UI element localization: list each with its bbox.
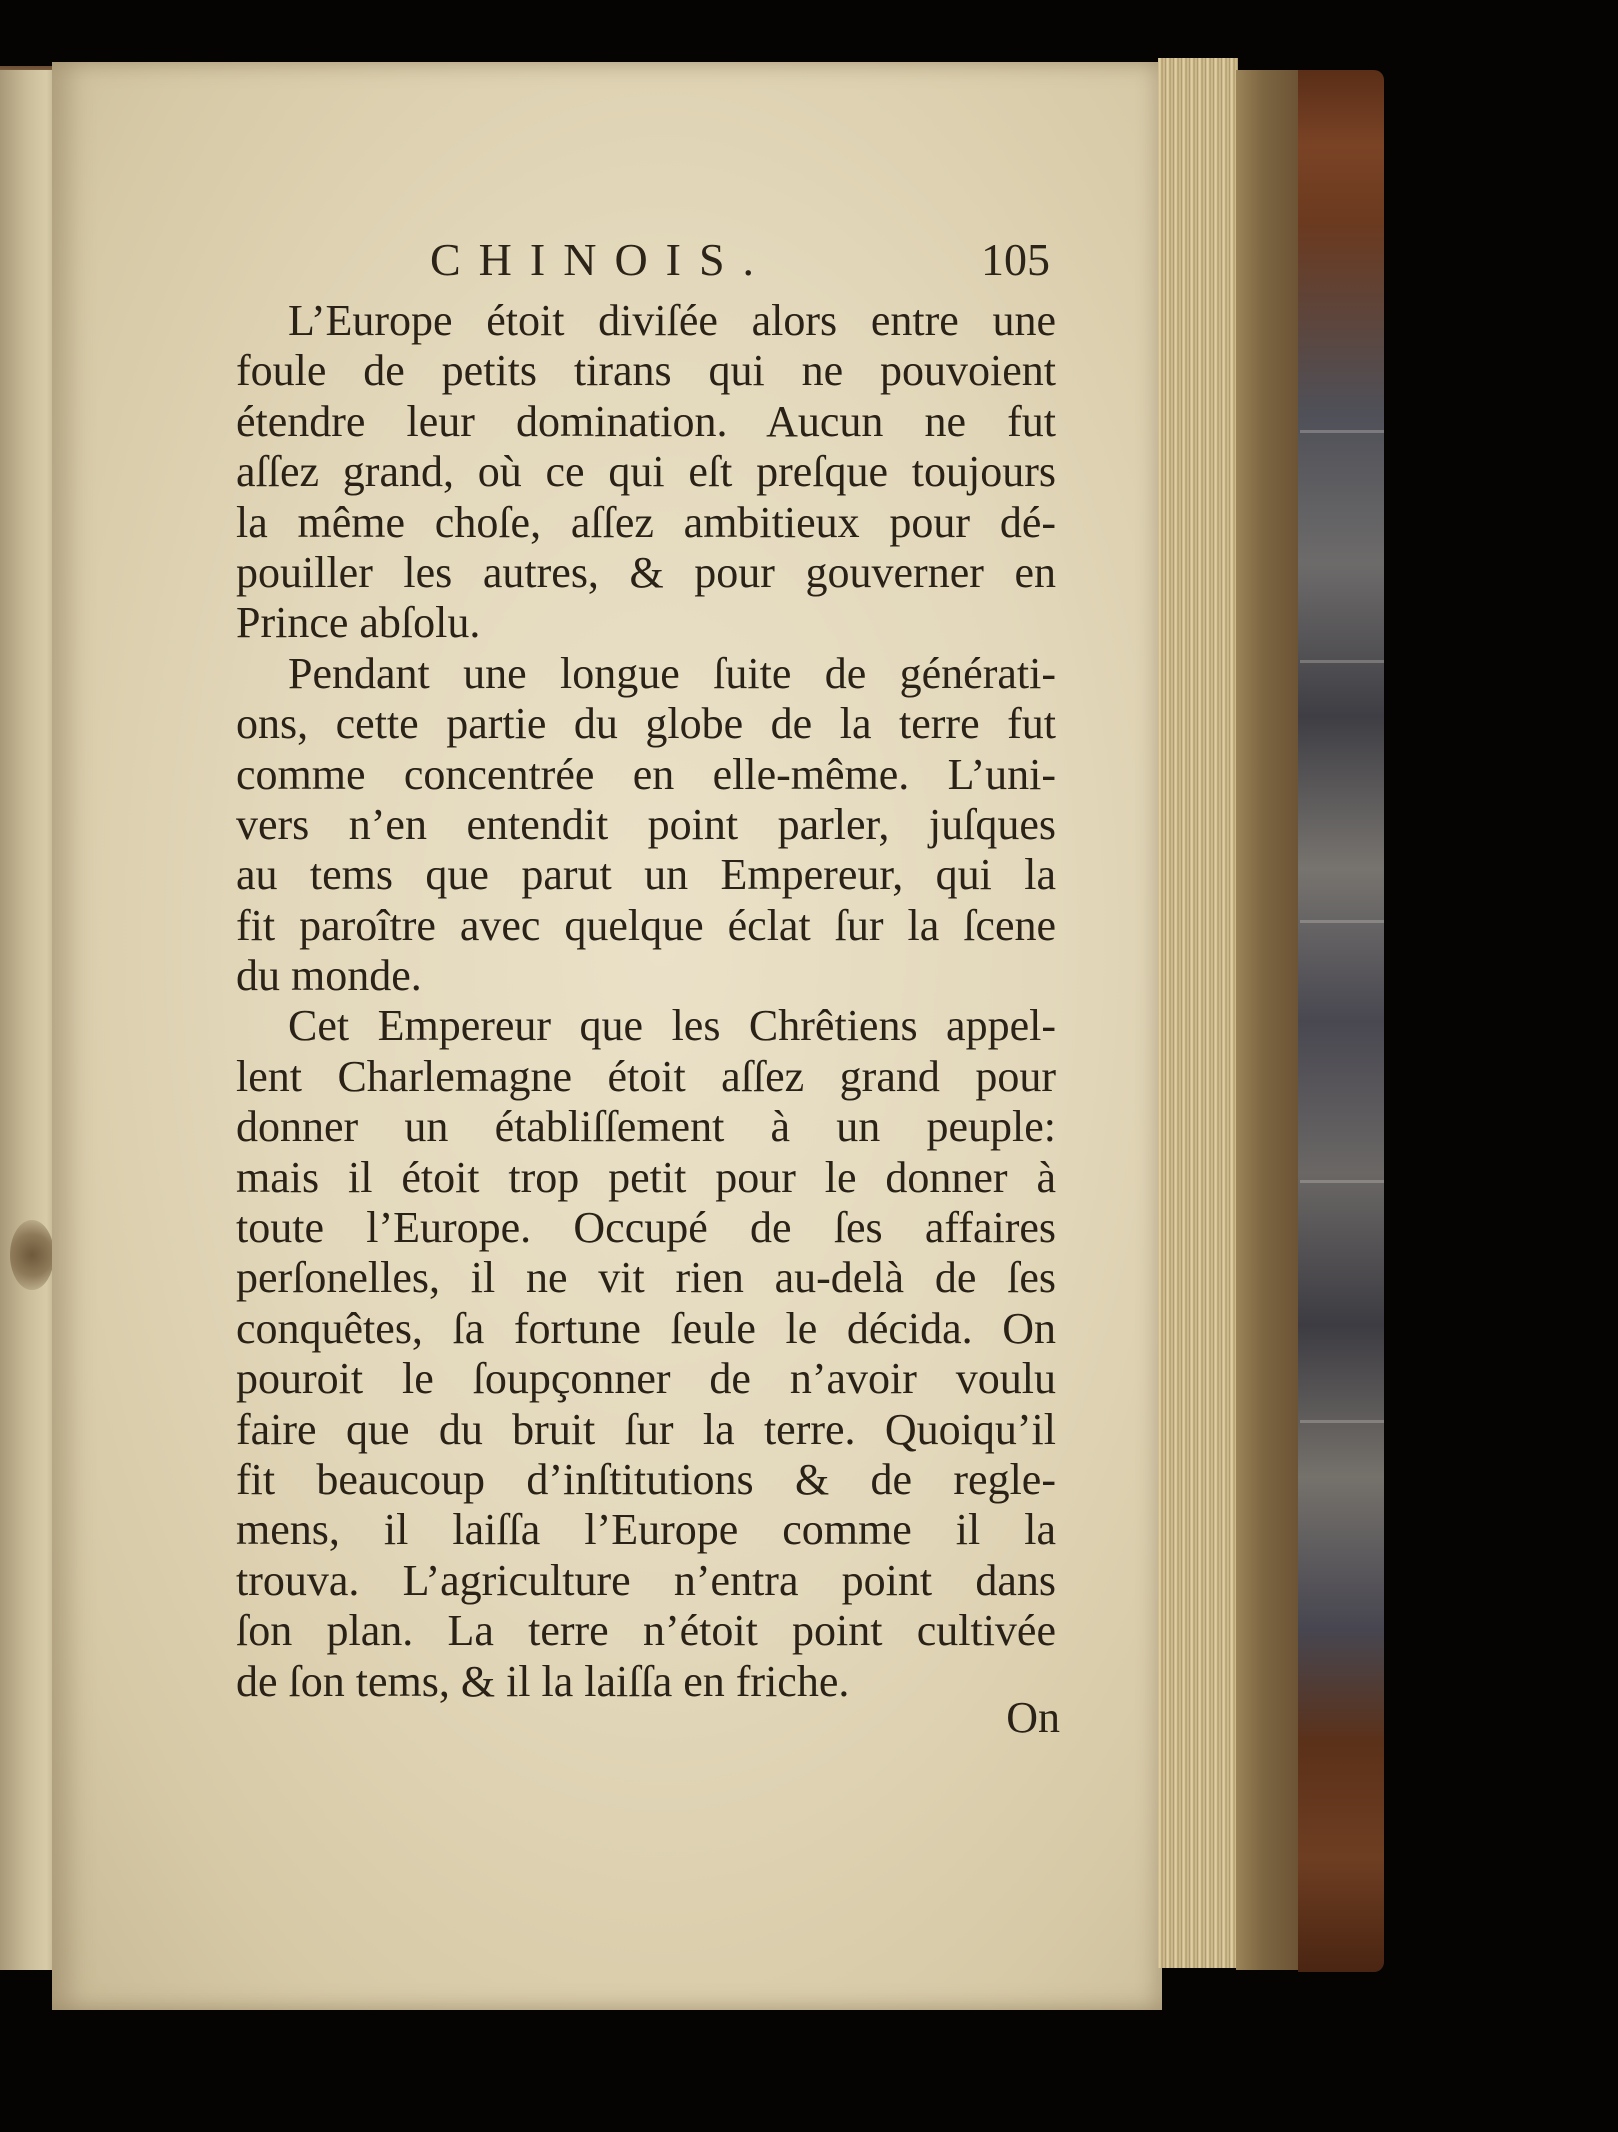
text-line: mais il étoit trop petit pour le donner à xyxy=(236,1152,1056,1202)
text-line: pouroit le ſoupçonner de n’avoir voulu xyxy=(236,1354,1056,1404)
page-number: 105 xyxy=(981,234,1050,285)
text-line: Pendant une longue ſuite de générati- xyxy=(288,648,1056,698)
text-line: de ſon tems, & il la laiſſa en friche. xyxy=(236,1656,850,1706)
text-line: Prince abſolu. xyxy=(236,598,481,648)
text-line: L’Europe étoit diviſée alors entre une xyxy=(288,296,1056,345)
paragraph-3 xyxy=(236,1001,1056,1706)
text-line: aſſez grand, où ce qui eſt preſque toujours xyxy=(236,447,1056,497)
text-line: toute l’Europe. Occupé de ſes affaires xyxy=(236,1203,1056,1253)
cover-marbling xyxy=(1300,430,1384,433)
text-line: comme concentrée en elle-même. L’uni- xyxy=(236,749,1056,799)
text-line: vers n’en entendit point parler, juſques xyxy=(236,799,1056,849)
page-header xyxy=(430,230,1070,290)
text-line: Cet Empereur que les Chrêtiens appel- xyxy=(288,1001,1056,1051)
text-line: ons, cette partie du globe de la terre fut xyxy=(236,699,1056,749)
paragraph-1 xyxy=(236,296,1056,649)
text-line: perſonelles, il ne vit rien au-delà de ſes xyxy=(236,1253,1056,1303)
facing-page-edge xyxy=(0,70,58,1970)
text-line: ſon plan. La terre n’étoit point cultivée xyxy=(236,1606,1056,1656)
text-line: lent Charlemagne étoit aſſez grand pour xyxy=(236,1051,1056,1101)
text-line: fit beaucoup d’inſtitutions & de regle- xyxy=(236,1454,1056,1504)
page-block-shadow xyxy=(1236,70,1302,1970)
cover-marbling xyxy=(1300,1420,1384,1423)
text-line: fit paroître avec quelque éclat ſur la ſcene xyxy=(236,900,1056,950)
text-line: la même choſe, aſſez ambitieux pour dé- xyxy=(236,497,1056,547)
text-line: du monde. xyxy=(236,951,422,1001)
foxing-stain xyxy=(10,1220,54,1290)
text-line: donner un établiſſement à un peuple: xyxy=(236,1102,1056,1152)
cover-marbling xyxy=(1300,920,1384,923)
text-line: foule de petits tirans qui ne pouvoient xyxy=(236,346,1056,396)
text-line: trouva. L’agriculture n’entra point dans xyxy=(236,1555,1056,1605)
body-text xyxy=(236,296,1056,1707)
text-line: au tems que parut un Empereur, qui la xyxy=(236,850,1056,900)
text-line: étendre leur domination. Aucun ne fut xyxy=(236,396,1056,446)
book-cover xyxy=(1298,70,1384,1972)
catchword: On xyxy=(1006,1693,1060,1742)
cover-marbling xyxy=(1300,1180,1384,1183)
text-line: pouiller les autres, & pour gouverner en xyxy=(236,547,1056,597)
text-line: faire que du bruit ſur la terre. Quoiqu’il xyxy=(236,1404,1056,1454)
text-line: conquêtes, ſa fortune ſeule le décida. On xyxy=(236,1303,1056,1353)
paragraph-2 xyxy=(236,649,1056,1002)
running-head: CHINOIS. xyxy=(430,234,773,285)
cover-marbling xyxy=(1300,660,1384,663)
text-line: mens, il laiſſa l’Europe comme il la xyxy=(236,1505,1056,1555)
gilded-page-block xyxy=(1158,58,1238,1968)
